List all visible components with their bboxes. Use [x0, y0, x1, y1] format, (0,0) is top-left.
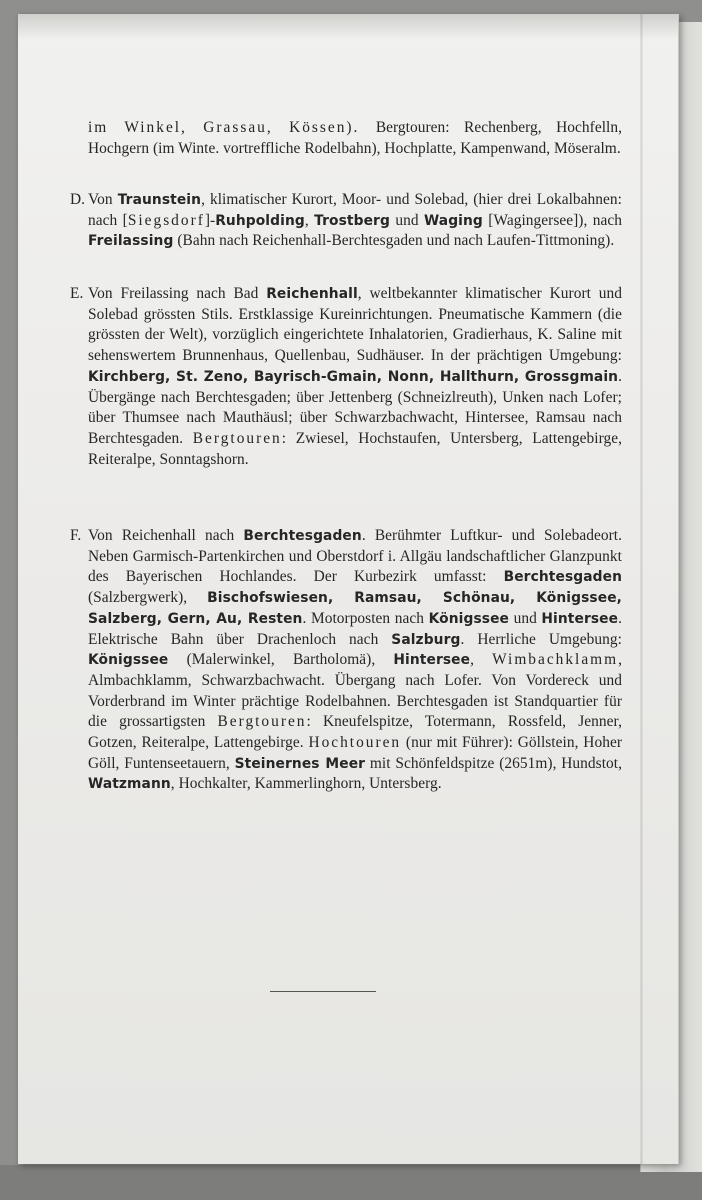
- document-page: [18, 14, 679, 1164]
- text-run: Von: [88, 191, 118, 208]
- page-top-shadow: [18, 14, 678, 40]
- text-run: ]-: [204, 211, 216, 229]
- paragraph-body: [88, 285, 622, 468]
- text-run: . Herrliche Umgebung:: [460, 630, 622, 648]
- text-run: , weltbekannter klimatischer Kurort und Solebad grössten Stils. Erstklassige Kureinrichtungen. Pneumatische Kammern (die grössten der Welt), vorzüglich eingerichtete Inhalatorien, Gradierhaus, K. Saline mit sehenswertem Brunnenhaus, Quellenbau, Sudhäuser. In der prächtigen Umgebung:: [88, 285, 622, 365]
- backdrop: [0, 1165, 702, 1200]
- spaced-text: im Winkel, Grassau, Kössen).: [88, 119, 376, 136]
- bold-place-name: Berchtesgaden: [503, 569, 622, 586]
- paragraph-letter: D.: [70, 191, 86, 208]
- text-run: (nur mit Führer): Göllstein, Hoher Göll, Funtenseetauern,: [88, 734, 623, 772]
- spaced-text: Hochtouren: [308, 734, 402, 752]
- text-run: : Zwiesel, Hochstaufen, Untersberg, Lattengebirge, Reiteralpe, Sonntagshorn.: [88, 429, 623, 468]
- text-run: (Salzbergwerk),: [88, 589, 208, 607]
- bold-place-name: Königssee: [428, 610, 509, 627]
- paragraph-body: [88, 119, 622, 157]
- text-run: . Elektrische Bahn über Drachenloch nach: [88, 609, 622, 648]
- bold-place-name: Bischofswiesen, Ramsau, Schönau, Königssee, Salzberg, Gern, Au, Resten: [88, 590, 622, 627]
- bold-place-name: Waging: [423, 212, 483, 229]
- paragraph-body: [88, 527, 622, 792]
- paragraph-e: [70, 284, 622, 470]
- bold-place-name: Trostberg: [314, 212, 390, 229]
- bold-place-name: Hintersee: [541, 610, 619, 627]
- spaced-text: Bergtouren: [217, 713, 307, 731]
- text-run: , Almbachklamm, Schwarzbachwacht. Übergang nach Lofer. Von Vordereck und Vorderbrand im Winter prächtige Rodelbahnen. Berchtesgaden ist Standquartier für die grossartigsten: [88, 651, 623, 731]
- paragraph-letter: E.: [70, 285, 84, 302]
- bold-place-name: Reichenhall: [266, 286, 358, 302]
- text-run: und: [509, 609, 542, 627]
- text-run: ,: [304, 211, 315, 229]
- bold-place-name: Steinernes Meer: [234, 755, 366, 772]
- paragraph-letter: F.: [70, 527, 82, 544]
- paragraph-body: [88, 191, 622, 249]
- paragraph-f: [70, 526, 622, 795]
- text-run: . Motorposten nach: [302, 609, 429, 627]
- bold-place-name: Watzmann: [88, 776, 171, 793]
- section-divider-rule: [270, 991, 376, 992]
- bold-place-name: Kirchberg, St. Zeno, Bayrisch-Gmain, Nonn, Hallthurn, Grossgmain: [88, 368, 619, 385]
- bold-place-name: Hintersee: [393, 652, 471, 669]
- text-run: , Hochkalter, Kammerlinghorn, Untersberg.: [170, 775, 442, 793]
- text-run: [Wagingersee]), nach: [482, 211, 623, 229]
- page-crease: [640, 14, 643, 1164]
- paragraph-d: [70, 190, 622, 252]
- text-run: . Übergänge nach Berchtesgaden; über Jettenberg (Schneizlreuth), Unken nach Lofer; über Thumsee nach Mauthäusl; über Schwarzbachwacht, Hintersee, Ramsau nach Berchtesgaden.: [88, 367, 622, 447]
- text-run: und: [389, 211, 424, 229]
- text-run: (Bahn nach Reichenhall-Berchtesgaden und nach Laufen-Tittmoning).: [173, 232, 615, 250]
- text-run: . Berühmter Luftkur- und Solebadeort. Neben Garmisch-Partenkirchen und Oberstdorf i. Allgäu landschaftlicher Glanzpunkt des Bayerischen Hochlandes. Der Kurbezirk umfasst:: [88, 527, 622, 586]
- paragraph-c-continuation: [70, 118, 622, 159]
- text-run: Bergtouren: Rechenberg, Hochfelln, Hochgern (im Winte. vortreffliche Rodelbahn), Hochplatte, Kampenwand, Möseralm.: [88, 119, 622, 157]
- text-run: : Kneufelspitze, Totermann, Rossfeld, Jenner, Gotzen, Reiteralpe, Lattengebirge.: [88, 713, 622, 752]
- bold-place-name: Salzburg: [391, 631, 461, 648]
- text-run: Von Reichenhall nach: [88, 527, 244, 544]
- text-run: ,: [470, 651, 493, 669]
- bold-place-name: Berchtesgaden: [243, 528, 362, 544]
- bold-place-name: Traunstein: [117, 192, 202, 208]
- text-run: (Malerwinkel, Bartholomä),: [168, 651, 394, 669]
- bold-place-name: Ruhpolding: [215, 212, 305, 229]
- spaced-text: Bergtouren: [192, 429, 282, 447]
- bold-place-name: Königssee: [88, 652, 169, 669]
- spaced-text: Wimbachklamm: [492, 651, 619, 669]
- text-run: mit Schönfeldspitze (2651m), Hundstot,: [365, 754, 623, 772]
- text-run: Von Freilassing nach Bad: [88, 285, 267, 302]
- text-run: , klimatischer Kurort, Moor- und Solebad, (hier drei Lokalbahnen: nach [: [88, 191, 622, 229]
- spaced-text: Siegsdorf: [127, 211, 205, 229]
- bold-place-name: Freilassing: [88, 233, 174, 250]
